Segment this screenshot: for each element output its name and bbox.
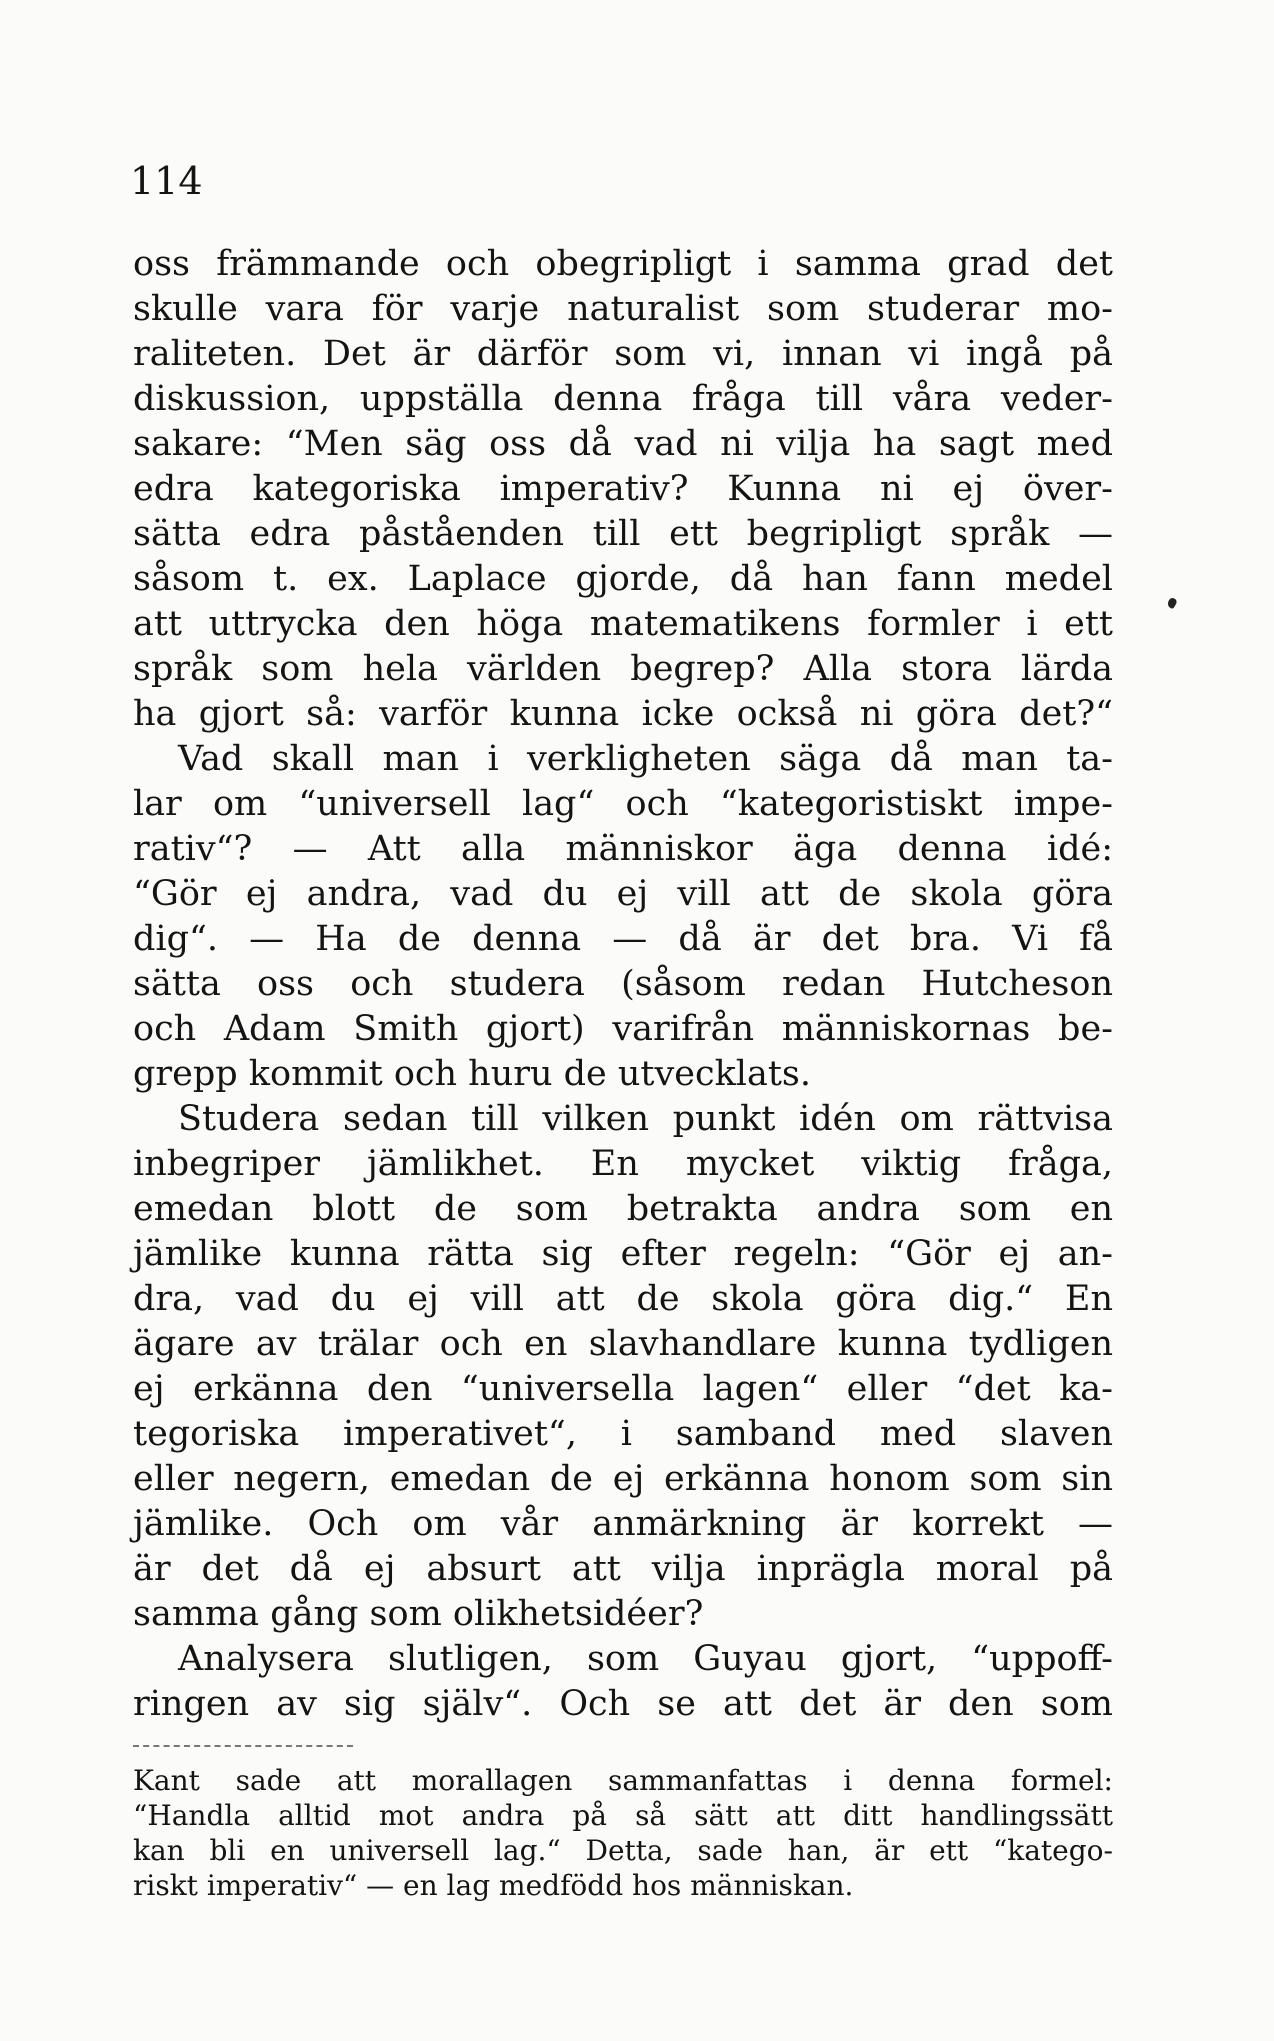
footnote-line: kan bli en universell lag.“ Detta, sade han, är ett “katego- bbox=[133, 1834, 1113, 1867]
text-line: dig“. — Ha de denna — då är det bra. Vi få bbox=[133, 919, 1113, 959]
page-number: 114 bbox=[130, 159, 203, 203]
text-line: rativ“? — Att alla människor äga denna idé: bbox=[133, 829, 1113, 869]
text-line: jämlike. Och om vår anmärkning är korrekt — bbox=[133, 1504, 1113, 1544]
text-line: såsom t. ex. Laplace gjorde, då han fann medel bbox=[133, 559, 1113, 599]
text-line: ej erkänna den “universella lagen“ eller “det ka- bbox=[133, 1369, 1113, 1409]
text-line: eller negern, emedan de ej erkänna honom som sin bbox=[133, 1459, 1113, 1499]
text-line: inbegriper jämlikhet. En mycket viktig fråga, bbox=[133, 1144, 1113, 1184]
text-line: sätta oss och studera (såsom redan Hutcheson bbox=[133, 964, 1113, 1004]
text-line: raliteten. Det är därför som vi, innan vi ingå på bbox=[133, 334, 1113, 374]
footnote-line: “Handla alltid mot andra på så sätt att ditt handlingssätt bbox=[133, 1799, 1113, 1832]
text-line: lar om “universell lag“ och “kategoristiskt impe- bbox=[133, 784, 1113, 824]
footnote-line: Kant sade att morallagen sammanfattas i denna formel: bbox=[133, 1764, 1113, 1797]
text-line: tegoriska imperativet“, i samband med slaven bbox=[133, 1414, 1113, 1454]
text-line: dra, vad du ej vill att de skola göra dig.“ En bbox=[133, 1279, 1113, 1319]
text-line: emedan blott de som betrakta andra som en bbox=[133, 1189, 1113, 1229]
text-line: Vad skall man i verkligheten säga då man ta- bbox=[178, 739, 1113, 779]
text-line: skulle vara för varje naturalist som studerar mo- bbox=[133, 289, 1113, 329]
text-line: samma gång som olikhetsidéer? bbox=[133, 1594, 704, 1634]
footnote bbox=[133, 1763, 1113, 1903]
text-line: ägare av trälar och en slavhandlare kunna tydligen bbox=[133, 1324, 1113, 1364]
footnote-line: riskt imperativ“ — en lag medfödd hos människan. bbox=[133, 1869, 854, 1902]
text-line: diskussion, uppställa denna fråga till våra veder- bbox=[133, 379, 1113, 419]
text-line: “Gör ej andra, vad du ej vill att de skola göra bbox=[133, 874, 1113, 914]
body-text bbox=[133, 242, 1113, 1727]
text-line: sätta edra påståenden till ett begripligt språk — bbox=[133, 514, 1113, 554]
text-line: grepp kommit och huru de utvecklats. bbox=[133, 1054, 812, 1094]
footnote-divider bbox=[133, 1745, 353, 1747]
text-line: jämlike kunna rätta sig efter regeln: “Gör ej an- bbox=[133, 1234, 1113, 1274]
text-line: edra kategoriska imperativ? Kunna ni ej över- bbox=[133, 469, 1113, 509]
ink-speck bbox=[1166, 597, 1178, 610]
text-line: ha gjort så: varför kunna icke också ni göra det?“ bbox=[133, 694, 1113, 734]
text-line: och Adam Smith gjort) varifrån människornas be- bbox=[133, 1009, 1113, 1049]
text-line: sakare: “Men säg oss då vad ni vilja ha sagt med bbox=[133, 424, 1113, 464]
text-line: att uttrycka den höga matematikens formler i ett bbox=[133, 604, 1113, 644]
text-line: språk som hela världen begrep? Alla stora lärda bbox=[133, 649, 1113, 689]
text-line: oss främmande och obegripligt i samma grad det bbox=[133, 244, 1113, 284]
text-line: Studera sedan till vilken punkt idén om rättvisa bbox=[178, 1099, 1113, 1139]
text-line: Analysera slutligen, som Guyau gjort, “uppoff- bbox=[178, 1639, 1113, 1679]
text-line: ringen av sig själv“. Och se att det är den som bbox=[133, 1684, 1113, 1724]
text-line: är det då ej absurt att vilja inprägla moral på bbox=[133, 1549, 1113, 1589]
